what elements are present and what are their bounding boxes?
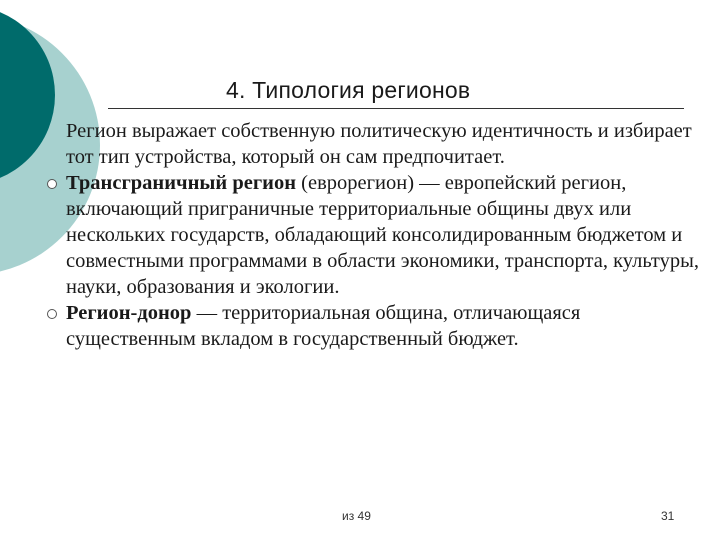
term-crossborder-region: Трансграничный регион bbox=[66, 172, 297, 194]
paragraph-1 bbox=[66, 118, 706, 170]
term-donor-region: Регион-донор bbox=[66, 302, 192, 324]
bullet-icon bbox=[47, 179, 57, 189]
slide-body bbox=[66, 118, 706, 352]
paragraph-2 bbox=[66, 170, 706, 300]
slide-title: 4. Типология регионов bbox=[226, 77, 471, 103]
footer-total-pages: из 49 bbox=[342, 509, 371, 523]
paragraph-3-text: — территориальная община, отличающаяся существенным вкладом в государственный бюджет. bbox=[66, 302, 581, 350]
bullet-icon bbox=[47, 309, 57, 319]
paragraph-3 bbox=[66, 300, 706, 352]
footer-page-number: 31 bbox=[661, 509, 675, 523]
paragraph-1-text: Регион выражает собственную политическую идентичность и избирает тот тип устройства, который он сам предпочитает. bbox=[66, 120, 692, 168]
paragraph-2-text: (еврорегион) — европейский регион, включающий приграничные территориальные общины двух или нескольких государств, обладающий консолидированным бюджетом и совместными программами в области экономики, транспорта, культуры, науки, образования и экологии. bbox=[66, 172, 699, 298]
title-underline bbox=[108, 108, 684, 109]
